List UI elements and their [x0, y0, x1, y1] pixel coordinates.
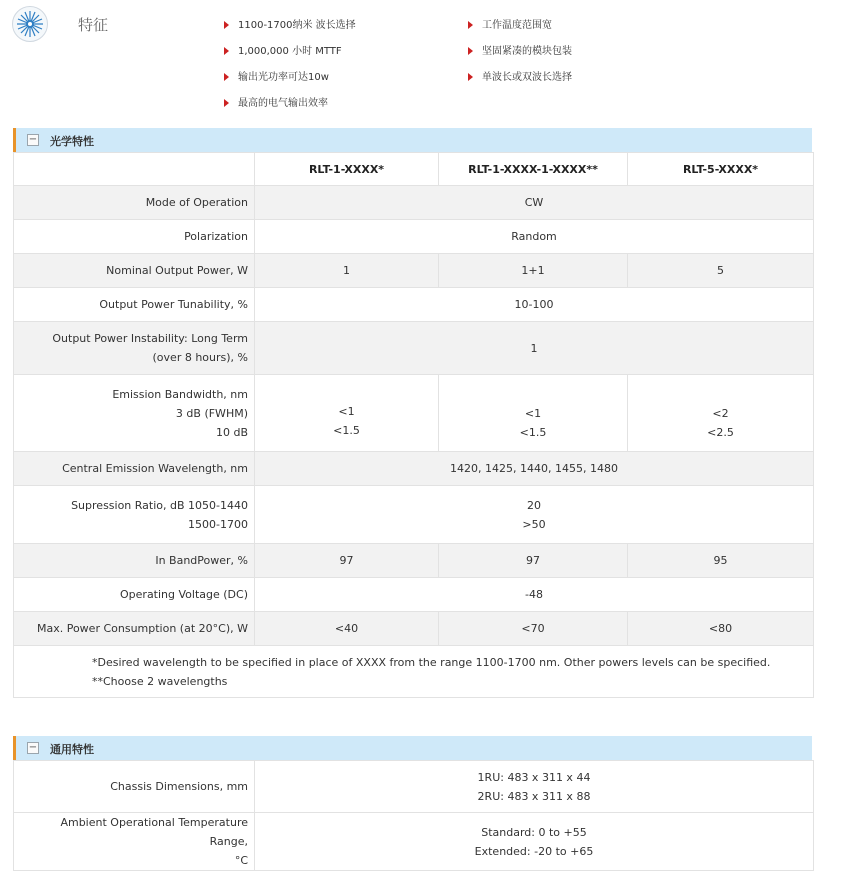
table-row: [14, 452, 814, 486]
table-row: [14, 486, 814, 544]
cell-value: 1: [255, 322, 814, 375]
cell-value: 97: [439, 544, 628, 578]
row-label: Supression Ratio, dB 1050-1440 1500-1700: [14, 486, 255, 544]
cell-value: CW: [255, 186, 814, 220]
cell-value: Random: [255, 220, 814, 254]
cell-value: 5: [628, 254, 814, 288]
table-row: [14, 375, 814, 452]
cell-value: -48: [255, 578, 814, 612]
cell-value: <40: [255, 612, 439, 646]
cell-value: <70: [439, 612, 628, 646]
red-arrow-icon: [224, 21, 229, 29]
row-label: Operating Voltage (DC): [14, 578, 255, 612]
column-header: [14, 153, 255, 186]
note-1: *Desired wavelength to be specified in place of XXXX from the range 1100-1700 nm. Other powers levels can be specified.: [92, 655, 771, 669]
red-arrow-icon: [468, 21, 473, 29]
table-row: [14, 578, 814, 612]
collapse-toggle-button[interactable]: −: [28, 742, 38, 753]
table-row: [14, 254, 814, 288]
table-row: [14, 761, 814, 813]
table-row: [14, 612, 814, 646]
cell-value: <80: [628, 612, 814, 646]
cell-value: 95: [628, 544, 814, 578]
cell-value: 1+1: [439, 254, 628, 288]
row-label: In BandPower, %: [14, 544, 255, 578]
row-label: Polarization: [14, 220, 255, 254]
feature-item: 单波长或双波长选择: [468, 68, 572, 83]
cell-value: 10-100: [255, 288, 814, 322]
table-row: [14, 186, 814, 220]
red-arrow-icon: [224, 47, 229, 55]
row-label: Central Emission Wavelength, nm: [14, 452, 255, 486]
feature-item: 坚固紧凑的模块包装: [468, 42, 572, 57]
row-label: Mode of Operation: [14, 186, 255, 220]
feature-item: 最高的电气输出效率: [224, 94, 328, 109]
cell-value: Standard: 0 to +55 Extended: -20 to +65: [255, 813, 814, 871]
cell-value: <1 <1.5: [439, 375, 628, 452]
table-notes-row: [14, 646, 814, 698]
cell-value: 1RU: 483 x 311 x 44 2RU: 483 x 311 x 88: [255, 761, 814, 813]
general-section-header[interactable]: [13, 736, 812, 760]
cell-value: 97: [255, 544, 439, 578]
column-header: RLT-1-XXXX*: [255, 153, 439, 186]
cell-value: 1: [255, 254, 439, 288]
cell-value: 1420, 1425, 1440, 1455, 1480: [255, 452, 814, 486]
table-row: [14, 544, 814, 578]
optical-section-title: 光学特性: [50, 135, 94, 148]
row-label: Output Power Instability: Long Term (over 8 hours), %: [14, 322, 255, 375]
feature-item: 1100-1700纳米 波长选择: [224, 16, 356, 31]
note-2: **Choose 2 wavelengths: [92, 674, 228, 688]
row-label: Chassis Dimensions, mm: [14, 761, 255, 813]
feature-item: 1,000,000 小时 MTTF: [224, 42, 342, 57]
table-row: [14, 220, 814, 254]
cell-value: 20 >50: [255, 486, 814, 544]
features-title: 特征: [78, 16, 109, 34]
feature-item: 工作温度范围宽: [468, 16, 552, 31]
column-header: RLT-5-XXXX*: [628, 153, 814, 186]
optical-spec-table: [13, 152, 814, 698]
row-label: Max. Power Consumption (at 20°C), W: [14, 612, 255, 646]
row-label: Output Power Tunability, %: [14, 288, 255, 322]
cell-value: <1 <1.5: [255, 375, 439, 452]
table-notes: [14, 646, 814, 698]
red-arrow-icon: [468, 73, 473, 81]
cell-value: <2 <2.5: [628, 375, 814, 452]
feature-item: 输出光功率可达10w: [224, 68, 329, 83]
red-arrow-icon: [468, 47, 473, 55]
red-arrow-icon: [224, 73, 229, 81]
table-row: [14, 813, 814, 871]
table-row: [14, 322, 814, 375]
optical-section-header[interactable]: [13, 128, 812, 152]
column-header: RLT-1-XXXX-1-XXXX**: [439, 153, 628, 186]
table-row: [14, 288, 814, 322]
features-block: [0, 0, 841, 120]
red-arrow-icon: [224, 99, 229, 107]
row-label: Emission Bandwidth, nm 3 dB (FWHM) 10 dB: [14, 375, 255, 452]
general-section-title: 通用特性: [50, 743, 94, 756]
table-header-row: [14, 153, 814, 186]
row-label: Nominal Output Power, W: [14, 254, 255, 288]
collapse-toggle-button[interactable]: −: [28, 134, 38, 145]
general-spec-table: [13, 760, 814, 871]
row-label: Ambient Operational Temperature Range, °C: [14, 813, 255, 871]
laser-starburst-icon: [12, 6, 48, 42]
